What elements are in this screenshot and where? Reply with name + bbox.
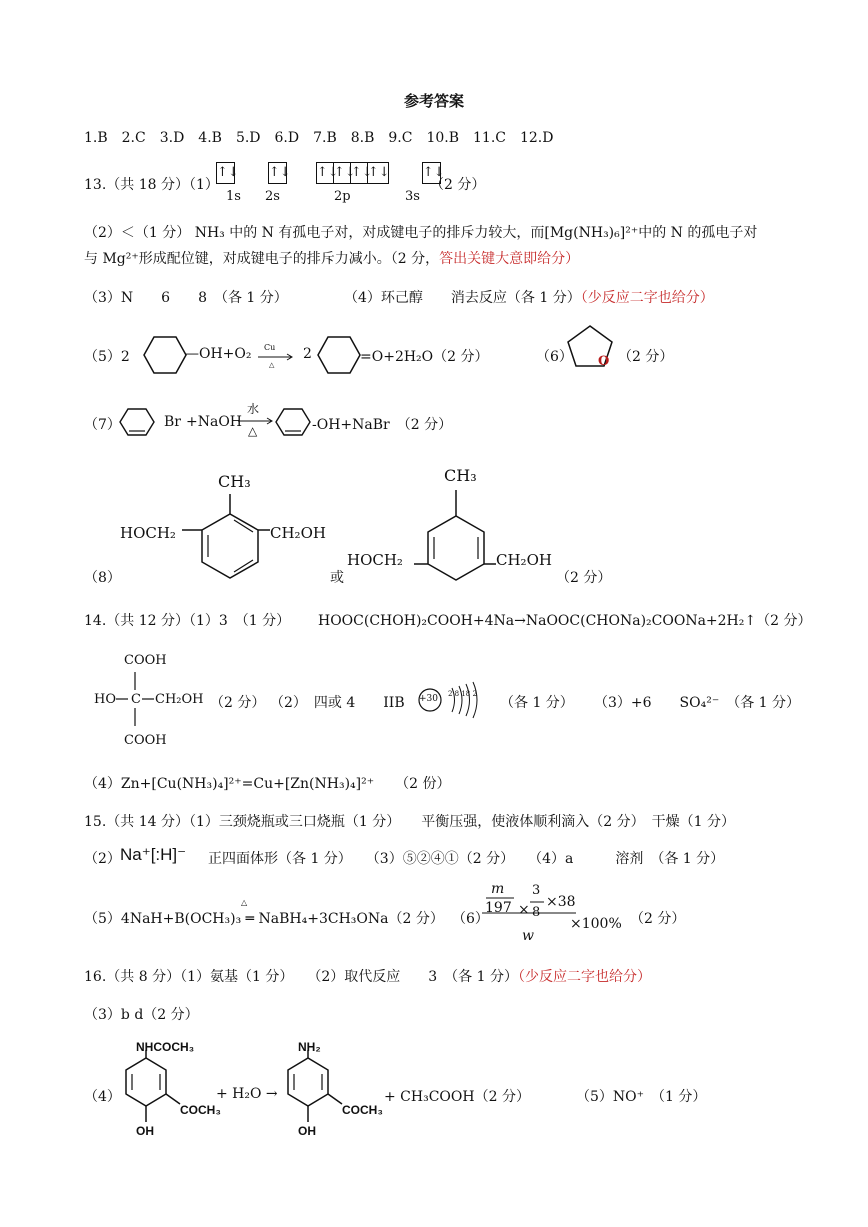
q16-oh-b: OH [298, 1124, 316, 1138]
orbital-3s: ↑↓ [422, 165, 445, 180]
orbital-2p-w: ↑↓ [367, 165, 390, 180]
q13-p5-mid: —OH+O₂ [185, 346, 252, 362]
q15-p5-cond: △ [241, 898, 248, 907]
frac-3: 3 [532, 883, 541, 898]
q14-ho: HO [94, 692, 116, 707]
label-1s: 1s [226, 189, 241, 204]
q13-p5-heat: △ [269, 361, 275, 369]
q13-p4-note: （少反应二字也给分） [580, 290, 714, 306]
thf-oxygen: O [598, 354, 610, 369]
page-title: 参考答案 [404, 92, 465, 110]
p8-ch3-b: CH₃ [444, 466, 477, 485]
q13-p7-cond-top: 水 [247, 402, 260, 416]
q13-p2-line2 [84, 248, 579, 268]
q16-plus-acid: + CH₃COOH（2 分） [384, 1089, 530, 1105]
q16-oh-a: OH [136, 1124, 154, 1138]
reaction-arrow-1 [256, 352, 296, 366]
q13-p5-catalyst: Cu [264, 343, 276, 352]
frac-197: 197 [485, 900, 512, 916]
q13-p1-score: （2 分） [430, 177, 486, 193]
q16-coch3-a: COCH₃ [180, 1103, 221, 1117]
orbital-2s: ↑↓ [268, 165, 291, 180]
q16-coch3-b: COCH₃ [342, 1103, 383, 1117]
q14-cooh-top: COOH [124, 653, 167, 668]
frac-8: 8 [532, 905, 541, 920]
q13-head: 13.（共 18 分）（1） [84, 177, 219, 193]
q14-ch2oh: CH₂OH [155, 692, 204, 707]
q13-p5-prod: =O+2H₂O（2 分） [360, 349, 489, 365]
p8-ch2oh-b: CH₂OH [496, 551, 552, 569]
cyclohexene-ring-1 [116, 405, 160, 439]
q13-p7-cond-bot: △ [248, 424, 258, 438]
q16-product-ring [272, 1050, 392, 1140]
q13-p2-line2-text: 与 Mg²⁺形成配位键，对成键电子的排斥力减小。（2 分， [84, 251, 440, 267]
q13-p6-score: （2 分） [618, 349, 674, 365]
orbital-2p-x: ↑↓ [317, 163, 334, 183]
q15-head: 15.（共 14 分）（1）三颈烧瓶或三口烧瓶（1 分） 平衡压强，使液体顺利滴入（2 分） 干燥（1 分） [84, 814, 735, 830]
orbital-diagram [216, 162, 445, 184]
q16-nhcoch3: NHCOCH₃ [136, 1040, 195, 1054]
q15-p6-label: （6） [452, 911, 489, 927]
frac-pct: ×100% [570, 916, 622, 932]
label-3s: 3s [405, 189, 420, 204]
q14-c: C [131, 692, 141, 707]
q13-p5-coef: 2 [303, 346, 312, 362]
q14-head: 14.（共 12 分）（1）3 （1 分） [84, 613, 291, 629]
orbital-2p-y: ↑↓ [334, 163, 351, 183]
q16-reactant-ring [110, 1050, 230, 1140]
label-2p: 2p [334, 189, 351, 204]
q16-p5: （5）NO⁺ （1 分） [576, 1089, 707, 1105]
q15-p5: （5）4NaH+B(OCH₃)₃ ═ NaBH₄+3CH₃ONa（2 分） [84, 911, 444, 927]
q13-p7-reagent: +NaOH [186, 414, 243, 430]
q16-nh2: NH₂ [298, 1040, 321, 1054]
cyclohexanone-ring [308, 325, 368, 385]
p8-ch3-a: CH₃ [218, 472, 251, 491]
q14-p2: （2） 四或 4 IIB [270, 695, 405, 711]
q14-p4: （4）Zn+[Cu(NH₃)₄]²⁺=Cu+[Zn(NH₃)₄]²⁺ （2 份） [84, 776, 451, 792]
zn-shells: 2 8 18 2 [448, 690, 477, 698]
q15-p6-score: （2 分） [630, 911, 686, 927]
q13-p4 [344, 287, 714, 307]
zn-nucleus: +30 [419, 694, 438, 704]
q15-p2-rest: 正四面体形（各 1 分） （3）⑤②④①（2 分） （4）a 溶剂 （各 1 分） [208, 851, 725, 867]
q14-p2-score: （各 1 分） [500, 695, 574, 711]
q16-head-note: （少反应二字也给分） [517, 969, 651, 985]
q16-head-text: 16.（共 8 分）（1）氨基（1 分） （2）取代反应 3 （各 1 分） [84, 969, 518, 985]
q13-p8-label: （8） [84, 570, 121, 586]
thf-ring [560, 322, 620, 370]
orbital-2p-z: ↑↓ [351, 163, 368, 183]
q13-p7-prod: -OH+NaBr （2 分） [312, 417, 453, 433]
q13-p4-text: （4）环己醇 消去反应（各 1 分） [344, 290, 581, 306]
p8-hoch2-b: HOCH₂ [347, 551, 403, 569]
q14-p3: （3）+6 SO₄²⁻ （各 1 分） [594, 695, 801, 711]
q13-p7-label: （7） [84, 417, 121, 433]
q15-p2-label: （2） [84, 851, 121, 867]
q13-p7-br: Br [164, 414, 181, 430]
q16-p4-label: （4） [84, 1089, 121, 1105]
orbital-1s: ↑↓ [217, 165, 239, 180]
p8-ch2oh-a: CH₂OH [270, 524, 326, 542]
q15-p2-formula: Na⁺[:H]⁻ [120, 845, 187, 864]
q13-p3: （3）N 6 8 （各 1 分） [84, 290, 288, 306]
p8-or: 或 [330, 570, 344, 586]
label-2s: 2s [265, 189, 280, 204]
q13-p5-label: （5）2 [84, 349, 130, 365]
q16-plus-h2o: + H₂O → [216, 1086, 278, 1102]
q14-eq1: HOOC(CHOH)₂COOH+4Na→NaOOC(CHONa)₂COONa+2H₂↑（2 分） [318, 613, 812, 629]
q13-p2-note: 答出关键大意即给分） [439, 251, 580, 267]
frac-m: m [491, 881, 505, 897]
mc-answers: 1.B 2.C 3.D 4.B 5.D 6.D 7.B 8.B 9.C 10.B 11.C 12.D [84, 130, 554, 146]
q16-p3: （3）b d（2 分） [84, 1007, 199, 1023]
p8-score: （2 分） [556, 570, 612, 586]
q13-p6-label: （6） [536, 349, 573, 365]
q14-cooh-bot: COOH [124, 733, 167, 748]
frac-38: ×38 [546, 894, 576, 910]
q14-p1b-score: （2 分） [210, 695, 266, 711]
frac-times: × [518, 902, 530, 918]
q16-head [84, 966, 651, 986]
p8-hoch2-a: HOCH₂ [120, 524, 176, 542]
q13-p2-line1: （2）＜（1 分） NH₃ 中的 N 有孤电子对，对成键电子的排斥力较大，而[Mg(NH₃)₆]²⁺中的 N 的孤电子对 [84, 225, 758, 241]
cyclohexene-ring-2 [272, 405, 316, 439]
frac-w: w [522, 928, 534, 944]
